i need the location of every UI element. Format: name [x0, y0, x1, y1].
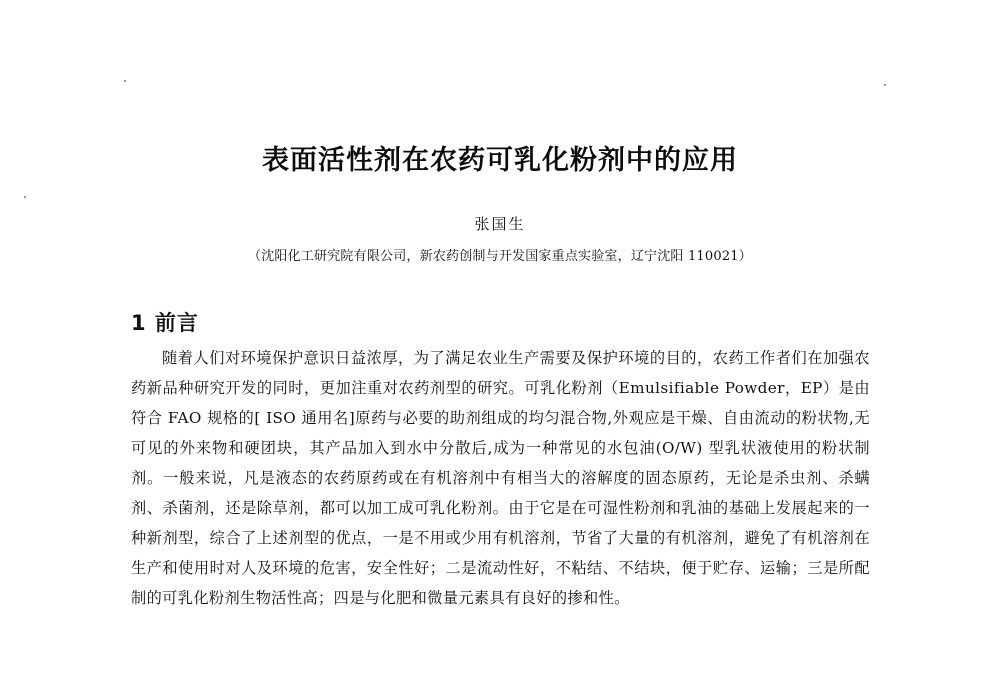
section-heading-introduction: 1 前言 [131, 311, 199, 335]
paper-affiliation: （沈阳化工研究院有限公司，新农药创制与开发国家重点实验室，辽宁沈阳 110021） [248, 249, 752, 264]
scan-speck [24, 196, 26, 198]
paper-title: 表面活性剂在农药可乳化粉剂中的应用 [262, 145, 738, 176]
scan-speck [884, 84, 886, 86]
scan-speck [124, 80, 126, 82]
section-paragraph-introduction: 随着人们对环境保护意识日益浓厚，为了满足农业生产需要及保护环境的目的，农药工作者们在加强农药新品种研究开发的同时，更加注重对农药剂型的研究。可乳化粉剂（Emulsifiable Powder，EP）是由符合 FAO 规格的[ ISO 通用名]原药与必要的助剂组成的均匀混合物,外观应是干燥、自由流动的粉状物,无可见的外来物和硬团块，其产品加入到水中分散后,成为一种常见的水包油(O/W) 型乳状液使用的粉状制剂。一般来说，凡是液态的农药原药或在有机溶剂中有相当大的溶解度的固态原药，无论是杀虫剂、杀螨剂、杀菌剂，还是除草剂，都可以加工成可乳化粉剂。由于它是在可湿性粉剂和乳油的基础上发展起来的一种新剂型，综合了上述剂型的优点，一是不用或少用有机溶剂，节省了大量的有机溶剂，避免了有机溶剂在生产和使用时对人及环境的危害，安全性好；二是流动性好，不粘结、不结块，便于贮存、运输；三是所配制的可乳化粉剂生物活性高；四是与化肥和微量元素具有良好的掺和性。 [131, 349, 870, 607]
paper-author: 张国生 [474, 215, 526, 233]
